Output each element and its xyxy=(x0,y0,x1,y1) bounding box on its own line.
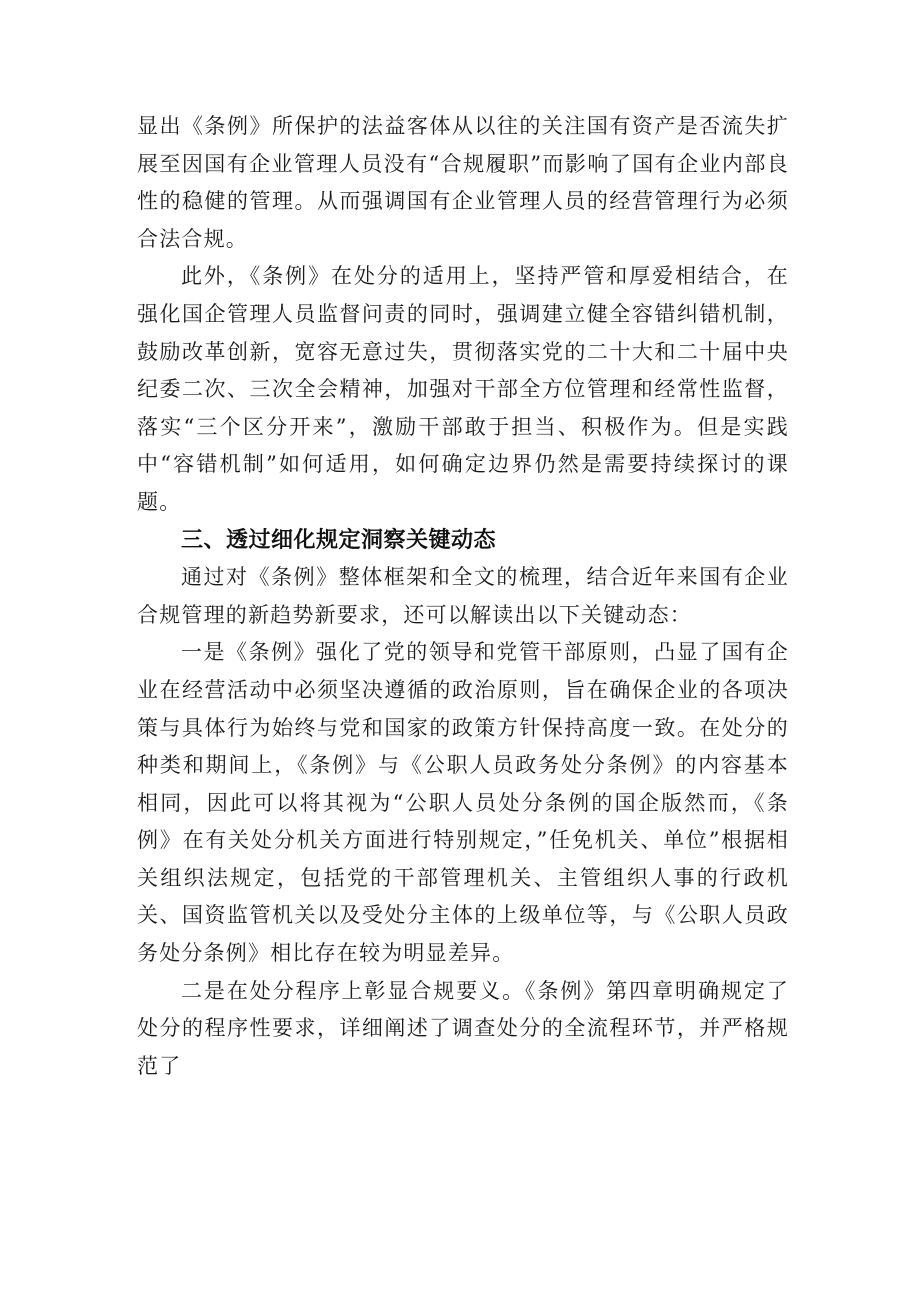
paragraph-continuation: 显出《条例》所保护的法益客体从以往的关注国有资产是否流失扩展至因国有企业管理人员没有“合规履职”而影响了国有企业内部良性的稳健的管理。从而强调国有企业管理人员的经营管理行为必须合法合规。 xyxy=(137,114,789,251)
paragraph-intro: 通过对《条例》整体框架和全文的梳理，结合近年来国有企业合规管理的新趋势新要求，还可以解读出以下关键动态： xyxy=(137,565,789,627)
paragraph-point-two: 二是在处分程序上彰显合规要义。《条例》第四章明确规定了处分的程序性要求，详细阐述了调查处分的全流程环节，并严格规范了 xyxy=(137,978,789,1078)
paragraph-point-one: 一是《条例》强化了党的领导和党管干部原则，凸显了国有企业在经营活动中必须坚决遵循的政治原则，旨在确保企业的各项决策与具体行为始终与党和国家的政策方针保持高度一致。在处分的种类和期间上，《条例》与《公职人员政务处分条例》的内容基本相同，因此可以将其视为“公职人员处分条例的国企版然而，《条例》在有关处分机关方面进行特别规定，”任免机关、单位”根据相关组织法规定，包括党的干部管理机关、主管组织人事的行政机关、国资监管机关以及受处分主体的上级单位等，与《公职人员政务处分条例》相比存在较为明显差异。 xyxy=(137,640,789,966)
paragraph-exceptions: 此外，《条例》在处分的适用上，坚持严管和厚爱相结合，在强化国企管理人员监督问责的同时，强调建立健全容错纠错机制，鼓励改革创新，宽容无意过失，贯彻落实党的二十大和二十届中央纪委二次、三次全会精神，加强对干部全方位管理和经常性监督，落实“三个区分开来”，激励干部敢于担当、积极作为。但是实践中“容错机制”如何适用，如何确定边界仍然是需要持续探讨的课题。 xyxy=(137,264,789,514)
document-body xyxy=(137,108,789,1085)
section-heading-3: 三、透过细化规定洞察关键动态 xyxy=(181,527,497,553)
